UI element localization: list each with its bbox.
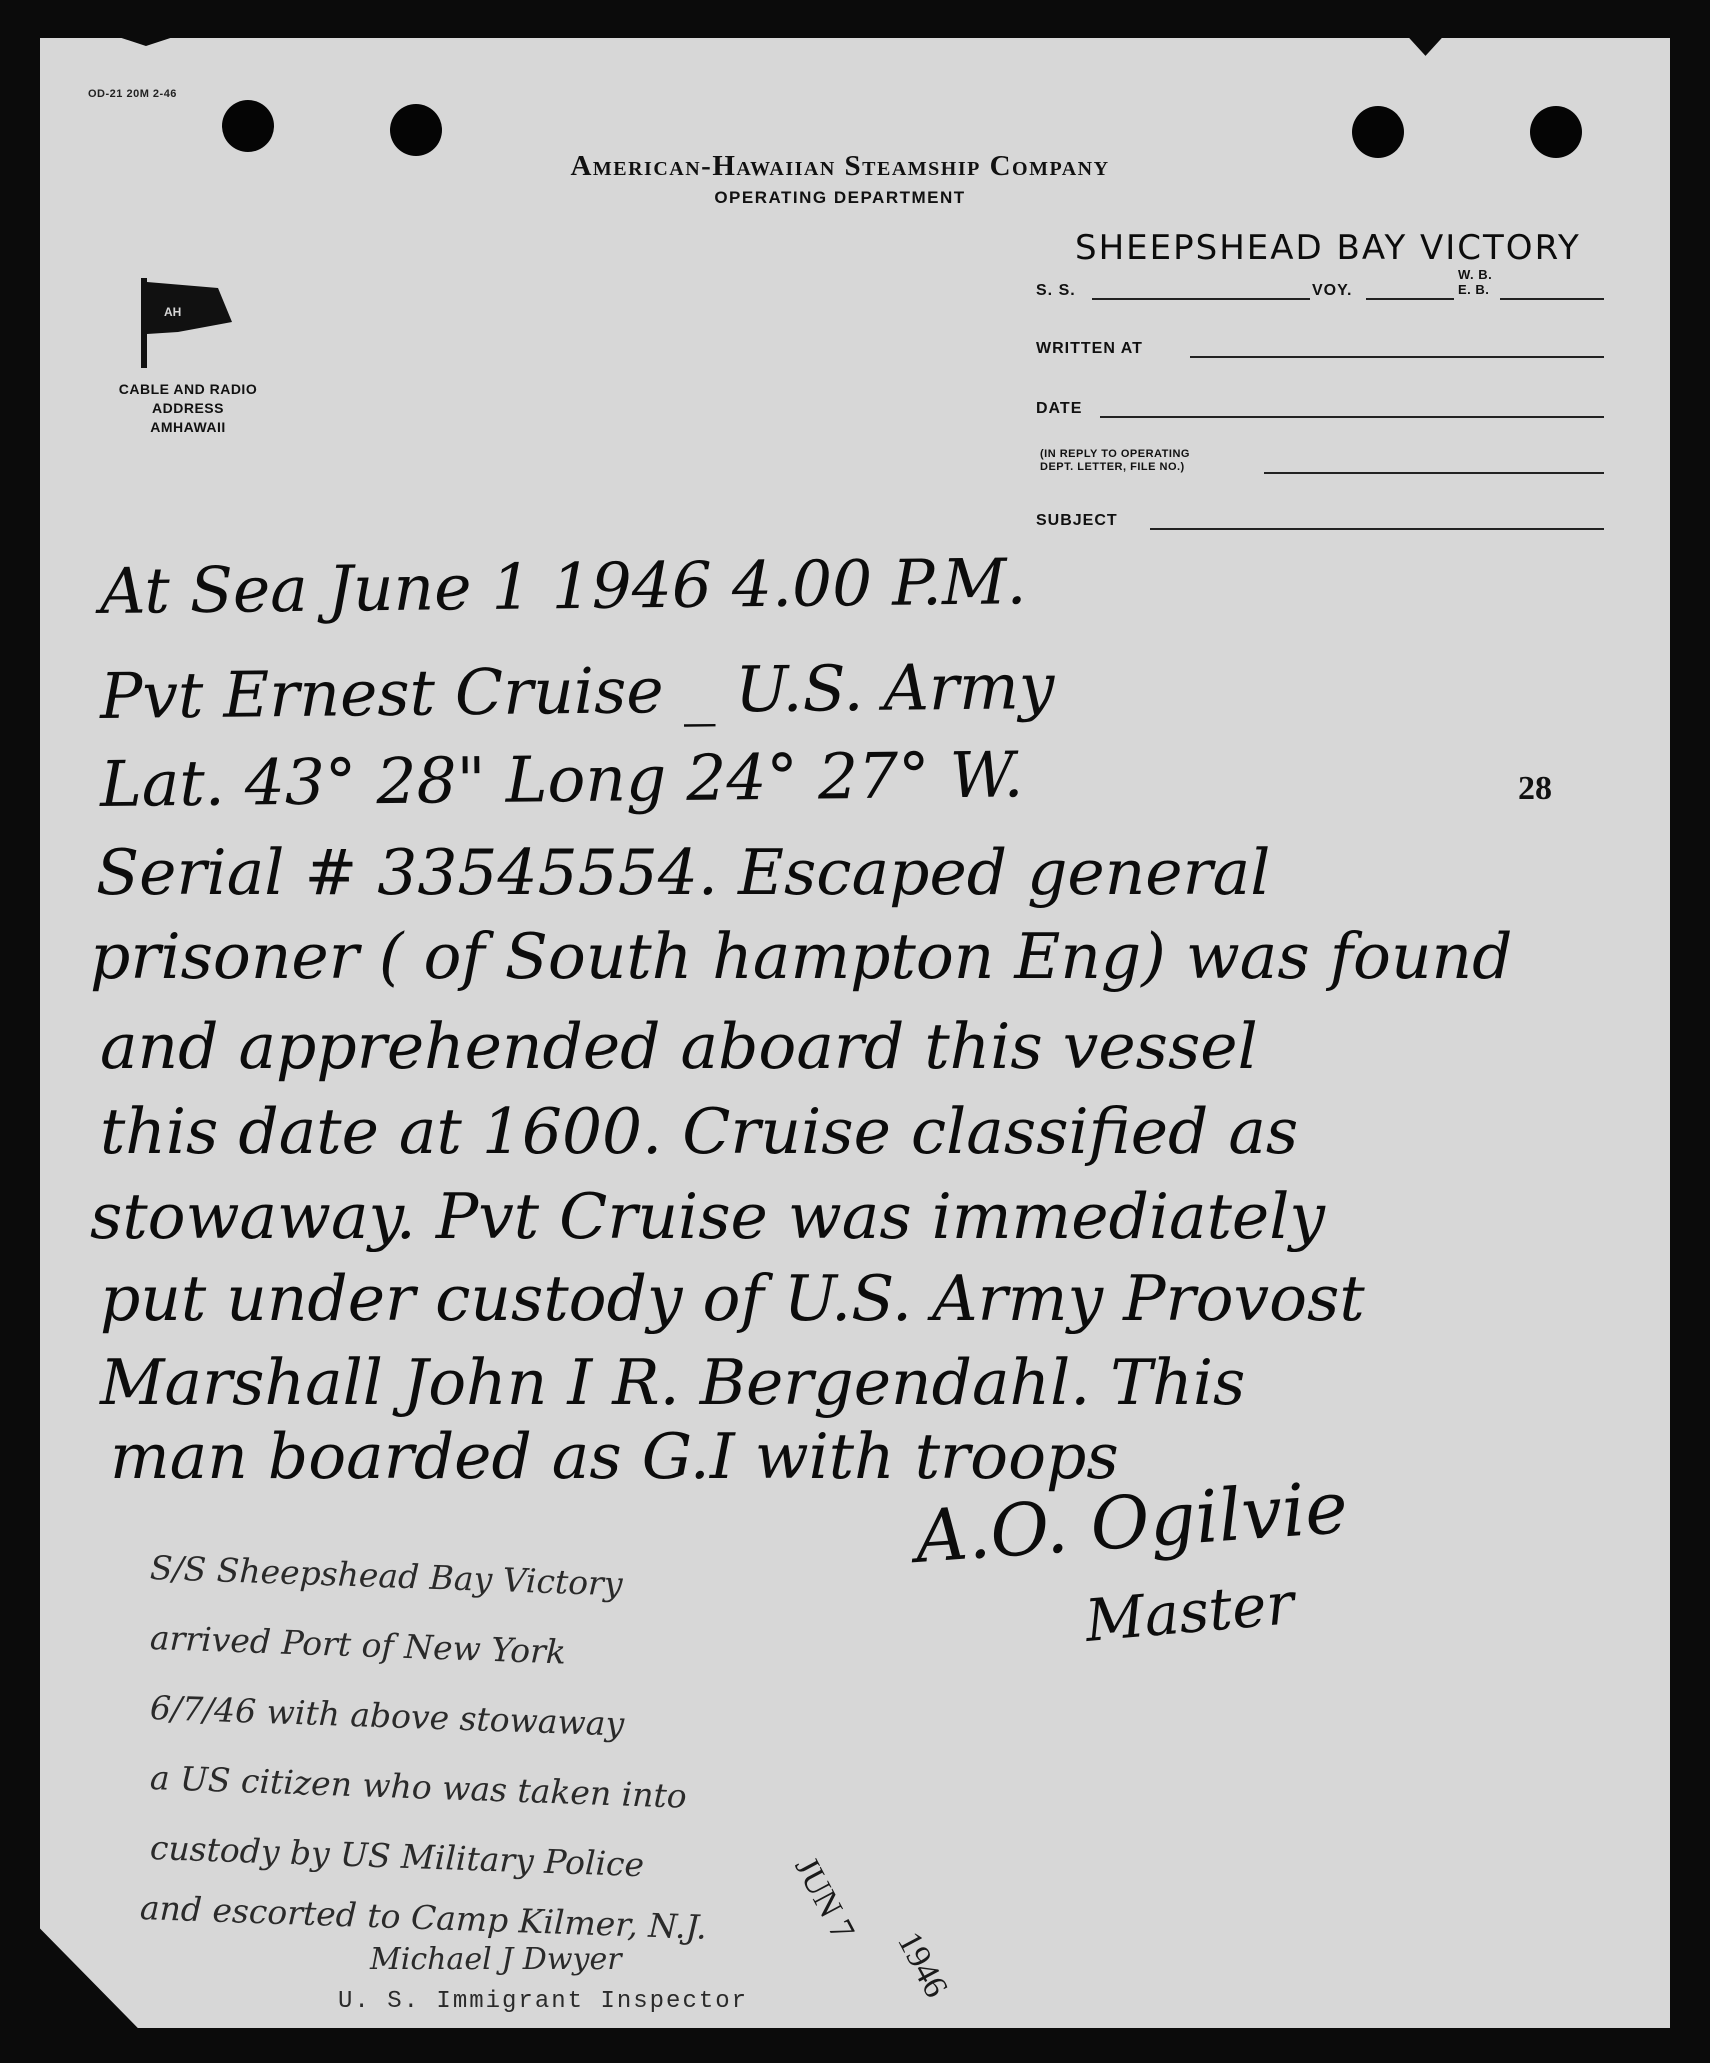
written-at-line bbox=[1190, 356, 1604, 358]
inspector-signature: Michael J Dwyer bbox=[370, 1942, 622, 1977]
body-line: man boarded as G.I with troops bbox=[110, 1420, 1119, 1493]
form-code: OD-21 20M 2-46 bbox=[88, 88, 177, 100]
body-line: Pvt Ernest Cruise _ U.S. Army bbox=[99, 650, 1055, 733]
body-line: prisoner ( of South hampton Eng) was found bbox=[90, 920, 1513, 993]
body-line: this date at 1600. Cruise classified as bbox=[100, 1095, 1299, 1168]
annotation-line: arrived Port of New York bbox=[149, 1618, 567, 1672]
inspector-title: U. S. Immigrant Inspector bbox=[338, 1988, 749, 2015]
punch-hole-center bbox=[390, 104, 442, 156]
cable-line: CABLE AND RADIO bbox=[118, 381, 258, 397]
annotation-line: and escorted to Camp Kilmer, N.J. bbox=[139, 1888, 708, 1947]
body-line: Serial # 33545554. Escaped general bbox=[96, 836, 1271, 909]
reply-line bbox=[1264, 472, 1604, 474]
subject-label: SUBJECT bbox=[1036, 512, 1118, 529]
date-label: DATE bbox=[1036, 400, 1083, 417]
ss-line bbox=[1092, 298, 1310, 300]
department-name: OPERATING DEPARTMENT bbox=[714, 188, 966, 207]
voy-line bbox=[1366, 298, 1454, 300]
page-number: 28 bbox=[1518, 770, 1552, 807]
ss-label: S. S. bbox=[1036, 282, 1076, 299]
signature-title: Master bbox=[1082, 1569, 1297, 1655]
flag-letters: AH bbox=[164, 305, 182, 319]
reply-note-line: (IN REPLY TO OPERATING bbox=[1040, 448, 1190, 460]
body-line: and apprehended aboard this vessel bbox=[100, 1010, 1258, 1083]
master-signature: A.O. Ogilvie bbox=[912, 1465, 1351, 1579]
cable-address bbox=[88, 380, 288, 437]
body-line: At Sea June 1 1946 4.00 P.M. bbox=[99, 545, 1027, 628]
annotation-line: custody by US Military Police bbox=[149, 1828, 645, 1885]
date-line bbox=[1100, 416, 1604, 418]
stamp-year: 1946 bbox=[890, 1926, 955, 2004]
written-at-label: WRITTEN AT bbox=[1036, 340, 1143, 357]
annotation-line: a US citizen who was taken into bbox=[149, 1758, 688, 1816]
cable-line: ADDRESS bbox=[152, 400, 224, 416]
cable-line: AMHAWAII bbox=[150, 419, 226, 435]
reply-note-line: DEPT. LETTER, FILE NO.) bbox=[1040, 461, 1185, 473]
annotation-line: S/S Sheepshead Bay Victory bbox=[149, 1548, 624, 1604]
ship-line-end bbox=[1500, 298, 1604, 300]
company-flag-icon bbox=[138, 278, 234, 368]
reply-note bbox=[1040, 448, 1190, 474]
annotation-line: 6/7/46 with above stowaway bbox=[149, 1688, 625, 1744]
eb-label: E. B. bbox=[1458, 282, 1490, 297]
punch-hole-right-1 bbox=[1352, 106, 1404, 158]
body-line: stowaway. Pvt Cruise was immediately bbox=[90, 1180, 1325, 1253]
company-name: American-Hawaiian Steamship Company bbox=[570, 150, 1110, 182]
stamp-month-day: JUN 7 bbox=[787, 1851, 862, 1947]
body-line: Lat. 43° 28" Long 24° 27° W. bbox=[99, 738, 1024, 821]
voy-label: VOY. bbox=[1312, 282, 1353, 299]
wb-label: W. B. bbox=[1458, 267, 1493, 282]
body-line: put under custody of U.S. Army Provost bbox=[100, 1262, 1365, 1335]
punch-hole-right-2 bbox=[1530, 106, 1582, 158]
ship-name-handwritten: SHEEPSHEAD BAY VICTORY bbox=[1075, 228, 1581, 268]
punch-hole-left bbox=[222, 100, 274, 152]
subject-line bbox=[1150, 528, 1604, 530]
body-line: Marshall John I R. Bergendahl. This bbox=[100, 1346, 1246, 1419]
